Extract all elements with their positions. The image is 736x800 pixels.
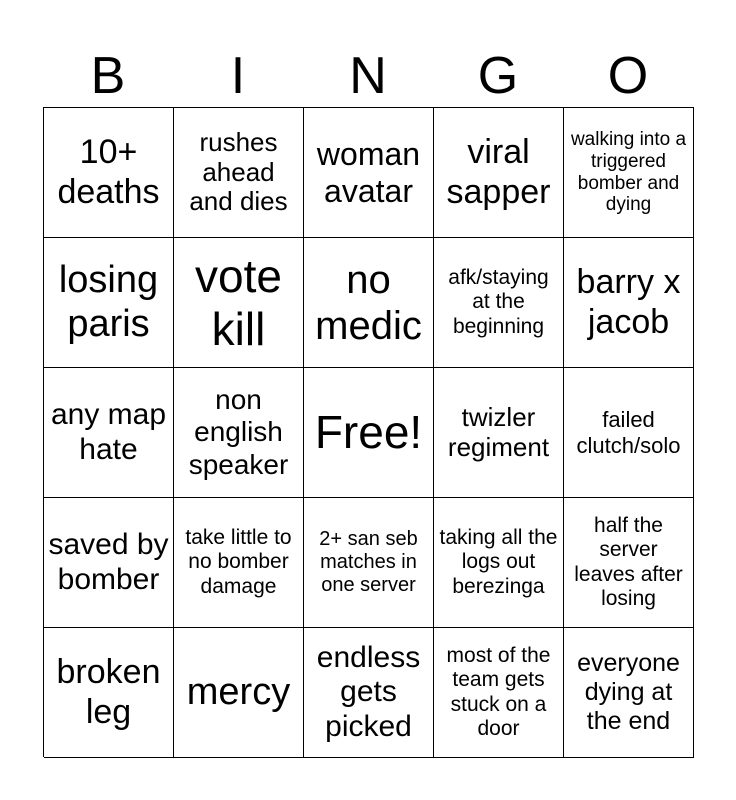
header-letter-g: G	[477, 47, 519, 105]
bingo-cell-text: most of the team gets stuck on a door	[446, 644, 551, 740]
bingo-cell[interactable]	[564, 238, 694, 368]
bingo-cell-text: take little to no bomber damage	[185, 526, 292, 598]
bingo-cell-text: 2+ san seb matches in one server	[319, 528, 418, 596]
bingo-cell-text: any map hate	[50, 398, 167, 466]
bingo-grid	[43, 107, 694, 757]
bingo-cell-text: vote kill	[195, 249, 282, 355]
bingo-cell-text: losing paris	[58, 258, 159, 345]
bingo-cell[interactable]	[44, 498, 174, 628]
bingo-cell-text: woman avatar	[316, 135, 421, 209]
bingo-cell[interactable]	[434, 498, 564, 628]
bingo-cell[interactable]	[44, 238, 174, 368]
bingo-cell-text: half the server leaves after losing	[574, 514, 683, 610]
bingo-cell-text: non english speaker	[188, 384, 289, 480]
bingo-cell[interactable]	[564, 498, 694, 628]
bingo-cell[interactable]	[174, 628, 304, 758]
bingo-header	[43, 46, 693, 106]
bingo-cell[interactable]	[174, 368, 304, 498]
bingo-cell-text: barry x jacob	[576, 263, 681, 341]
bingo-cell[interactable]	[304, 498, 434, 628]
bingo-cell[interactable]	[304, 108, 434, 238]
bingo-cell[interactable]	[304, 628, 434, 758]
bingo-cell[interactable]	[434, 108, 564, 238]
bingo-cell[interactable]	[434, 238, 564, 368]
bingo-cell-text: walking into a triggered bomber and dying	[570, 128, 687, 216]
bingo-cell-text: everyone dying at the end	[577, 649, 680, 735]
bingo-cell-text: no medic	[315, 257, 422, 348]
bingo-cell[interactable]	[434, 368, 564, 498]
header-letter-i: I	[230, 47, 246, 105]
header-letter-n: N	[349, 47, 387, 105]
bingo-cell[interactable]	[304, 368, 434, 498]
bingo-cell-text: failed clutch/solo	[576, 407, 681, 458]
header-letter-o: O	[607, 47, 649, 105]
bingo-cell[interactable]	[174, 238, 304, 368]
bingo-cell[interactable]	[44, 108, 174, 238]
bingo-cell-text: 10+ deaths	[57, 133, 160, 211]
bingo-cell-text: rushes ahead and dies	[189, 126, 288, 217]
bingo-cell[interactable]	[564, 108, 694, 238]
bingo-cell-text: endless gets picked	[316, 640, 421, 743]
bingo-cell[interactable]	[44, 628, 174, 758]
bingo-cell-text: viral sapper	[446, 133, 551, 211]
bingo-cell[interactable]	[564, 628, 694, 758]
bingo-cell-text: mercy	[186, 670, 291, 713]
bingo-cell[interactable]	[304, 238, 434, 368]
bingo-cell[interactable]	[434, 628, 564, 758]
bingo-cell-text: taking all the logs out berezinga	[439, 526, 558, 598]
header-letter-b: B	[90, 47, 126, 105]
bingo-cell-text: afk/staying at the beginning	[448, 266, 549, 338]
bingo-cell[interactable]	[174, 108, 304, 238]
bingo-cell-text: saved by bomber	[48, 528, 169, 596]
bingo-cell-text: Free!	[314, 406, 423, 459]
bingo-cell[interactable]	[44, 368, 174, 498]
bingo-cell-text: broken leg	[56, 653, 161, 731]
bingo-cell[interactable]	[564, 368, 694, 498]
bingo-cell[interactable]	[174, 498, 304, 628]
bingo-cell-text: twizler regiment	[447, 401, 550, 462]
